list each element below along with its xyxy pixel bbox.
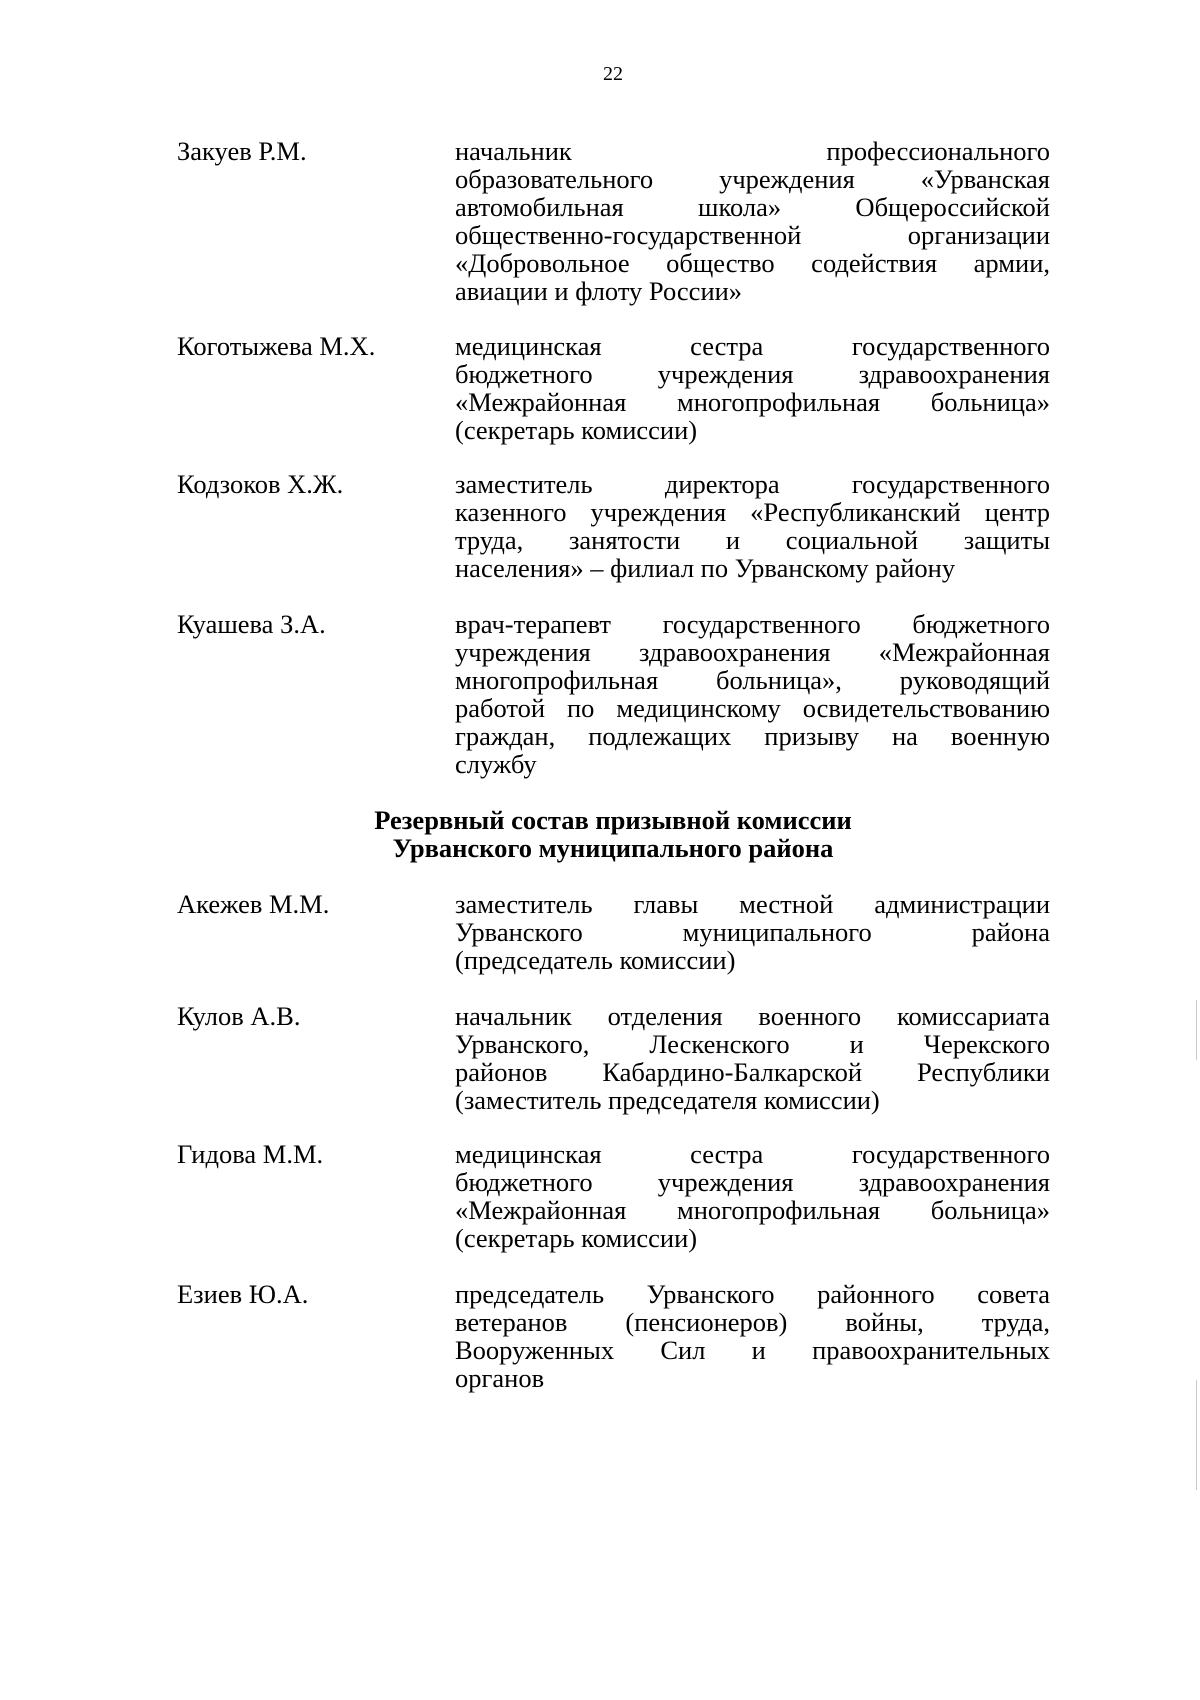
member-position <box>455 1002 1050 1114</box>
position-line: (председатель комиссии) <box>455 945 736 975</box>
member-entry <box>177 332 1050 444</box>
member-name: Кодзоков Х.Ж. <box>177 469 344 499</box>
member-entry <box>177 470 1050 582</box>
member-name: Кулов А.В. <box>177 1001 301 1031</box>
position-line: «Межрайонная многопрофильная больница» <box>455 1195 1050 1225</box>
member-position <box>455 610 1050 778</box>
page-number: 22 <box>603 63 623 85</box>
member-entry <box>177 610 1050 778</box>
position-line: начальник профессионального <box>455 136 1050 166</box>
position-line: председатель Урванского районного совета <box>455 1279 1050 1309</box>
position-line: службу <box>455 749 537 779</box>
position-line: труда, занятости и социальной защиты <box>455 525 1050 555</box>
position-line: бюджетного учреждения здравоохранения <box>455 1167 1050 1197</box>
position-line: учреждения здравоохранения «Межрайонная <box>455 637 1050 667</box>
position-line: работой по медицинскому освидетельствованию <box>455 693 1050 723</box>
position-line: районов Кабардино-Балкарской Республики <box>455 1057 1050 1087</box>
reserve-member-entry <box>177 1140 1050 1252</box>
position-line: «Межрайонная многопрофильная больница» <box>455 387 1050 417</box>
position-line: общественно-государственной организации <box>455 220 1050 250</box>
member-name: Езиев Ю.А. <box>177 1279 309 1309</box>
position-line: заместитель директора государственного <box>455 469 1050 499</box>
member-position <box>455 332 1050 444</box>
position-line: многопрофильная больница», руководящий <box>455 665 1050 695</box>
position-line: врач-терапевт государственного бюджетного <box>455 609 1050 639</box>
member-name: Акежев М.М. <box>177 889 330 919</box>
position-line: органов <box>455 1363 545 1393</box>
position-line: (секретарь комиссии) <box>455 415 698 445</box>
reserve-member-entry <box>177 1002 1050 1114</box>
scan-artifact <box>1196 1000 1197 1060</box>
section-title-line: Резервный состав призывной комиссии <box>374 805 852 835</box>
position-line: образовательного учреждения «Урванская <box>455 164 1050 194</box>
position-line: Урванского, Лескенского и Черекского <box>455 1029 1050 1059</box>
position-line: (заместитель председателя комиссии) <box>455 1085 880 1115</box>
reserve-member-entry <box>177 1280 1050 1392</box>
position-line: Вооруженных Сил и правоохранительных <box>455 1335 1050 1365</box>
reserve-section-title <box>0 806 1200 862</box>
member-name: Коготыжева М.Х. <box>177 331 376 361</box>
reserve-member-entry <box>177 890 1050 974</box>
scan-artifact <box>1196 1380 1197 1490</box>
position-line: заместитель главы местной администрации <box>455 889 1050 919</box>
position-line: населения» – филиал по Урванскому району <box>455 553 956 583</box>
position-line: начальник отделения военного комиссариата <box>455 1001 1050 1031</box>
position-line: автомобильная школа» Общероссийской <box>455 192 1050 222</box>
member-position <box>455 470 1050 582</box>
section-title-line: Урванского муниципального района <box>392 833 834 863</box>
member-name: Гидова М.М. <box>177 1139 324 1169</box>
member-position <box>455 1140 1050 1252</box>
member-position <box>455 137 1050 305</box>
position-line: граждан, подлежащих призыву на военную <box>455 721 1050 751</box>
position-line: казенного учреждения «Республиканский центр <box>455 497 1050 527</box>
position-line: «Добровольное общество содействия армии, <box>455 248 1050 278</box>
position-line: медицинская сестра государственного <box>455 1139 1050 1169</box>
position-line: авиации и флоту России» <box>455 276 743 306</box>
position-line: (секретарь комиссии) <box>455 1223 698 1253</box>
position-line: медицинская сестра государственного <box>455 331 1050 361</box>
member-name: Закуев Р.М. <box>177 136 307 166</box>
member-position <box>455 890 1050 974</box>
position-line: ветеранов (пенсионеров) войны, труда, <box>455 1307 1050 1337</box>
position-line: Урванского муниципального района <box>455 917 1050 947</box>
member-position <box>455 1280 1050 1392</box>
member-entry <box>177 137 1050 305</box>
member-name: Куашева З.А. <box>177 609 326 639</box>
position-line: бюджетного учреждения здравоохранения <box>455 359 1050 389</box>
